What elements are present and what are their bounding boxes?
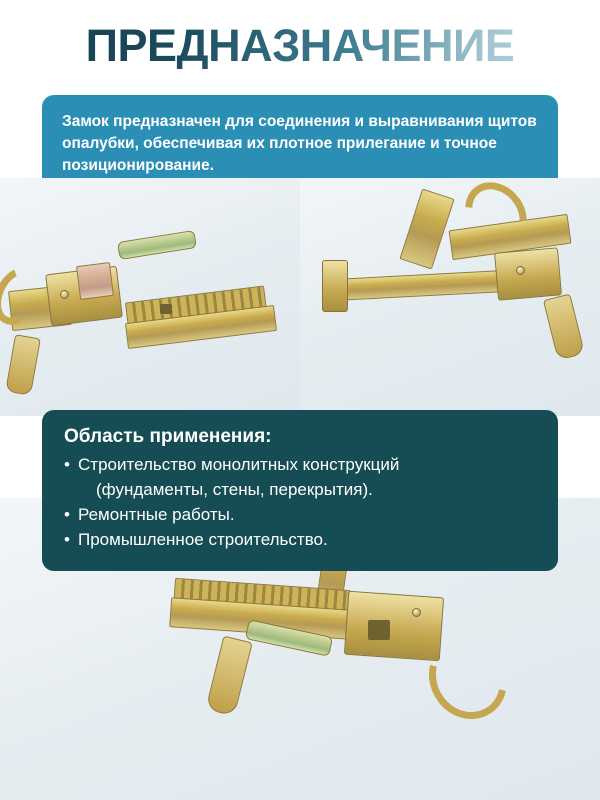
- product-photo-right: [300, 178, 600, 416]
- clamp-head: [494, 247, 562, 300]
- clamp-illustration: [0, 218, 300, 408]
- usage-heading: Область применения:: [64, 426, 272, 447]
- description-text: Замок предназначен для соединения и выравнивания щитов опалубки, обеспечивая их плотное прилегание и точное позиционирование.: [62, 113, 537, 174]
- clamp-bolt: [412, 608, 421, 617]
- clamp-arm-upper: [399, 189, 454, 270]
- clamp-hole: [160, 304, 172, 314]
- clamp-bolt: [60, 290, 69, 299]
- clamp-body: [344, 591, 444, 662]
- clamp-wedge: [205, 635, 252, 716]
- page-title: ПРЕДНАЗНАЧЕНИЕ: [0, 22, 600, 69]
- clamp-end-plate: [322, 260, 348, 312]
- usage-card: [42, 410, 558, 571]
- list-item: [64, 529, 536, 551]
- bullet-icon: •: [64, 505, 70, 525]
- list-item-text: Ремонтные работы.: [78, 505, 235, 525]
- list-item-text: Промышленное строительство.: [78, 530, 328, 550]
- clamp-illustration: [300, 188, 600, 408]
- list-item: [64, 454, 536, 476]
- bullet-icon: •: [64, 530, 70, 550]
- clamp-hole: [368, 620, 390, 640]
- list-item-sub: [64, 479, 536, 501]
- clamp-lever: [117, 230, 197, 260]
- clamp-bolt: [516, 266, 525, 275]
- list-item-text: Строительство монолитных конструкций: [78, 455, 400, 474]
- list-item-subtext: (фундаменты, стены, перекрытия).: [96, 480, 373, 500]
- list-item: [64, 504, 536, 526]
- clamp-cam: [76, 262, 114, 300]
- usage-list: [64, 454, 536, 551]
- clamp-wedge: [543, 294, 585, 361]
- product-photo-left: [0, 178, 300, 416]
- bullet-icon: •: [64, 455, 70, 474]
- clamp-wedge: [5, 334, 41, 396]
